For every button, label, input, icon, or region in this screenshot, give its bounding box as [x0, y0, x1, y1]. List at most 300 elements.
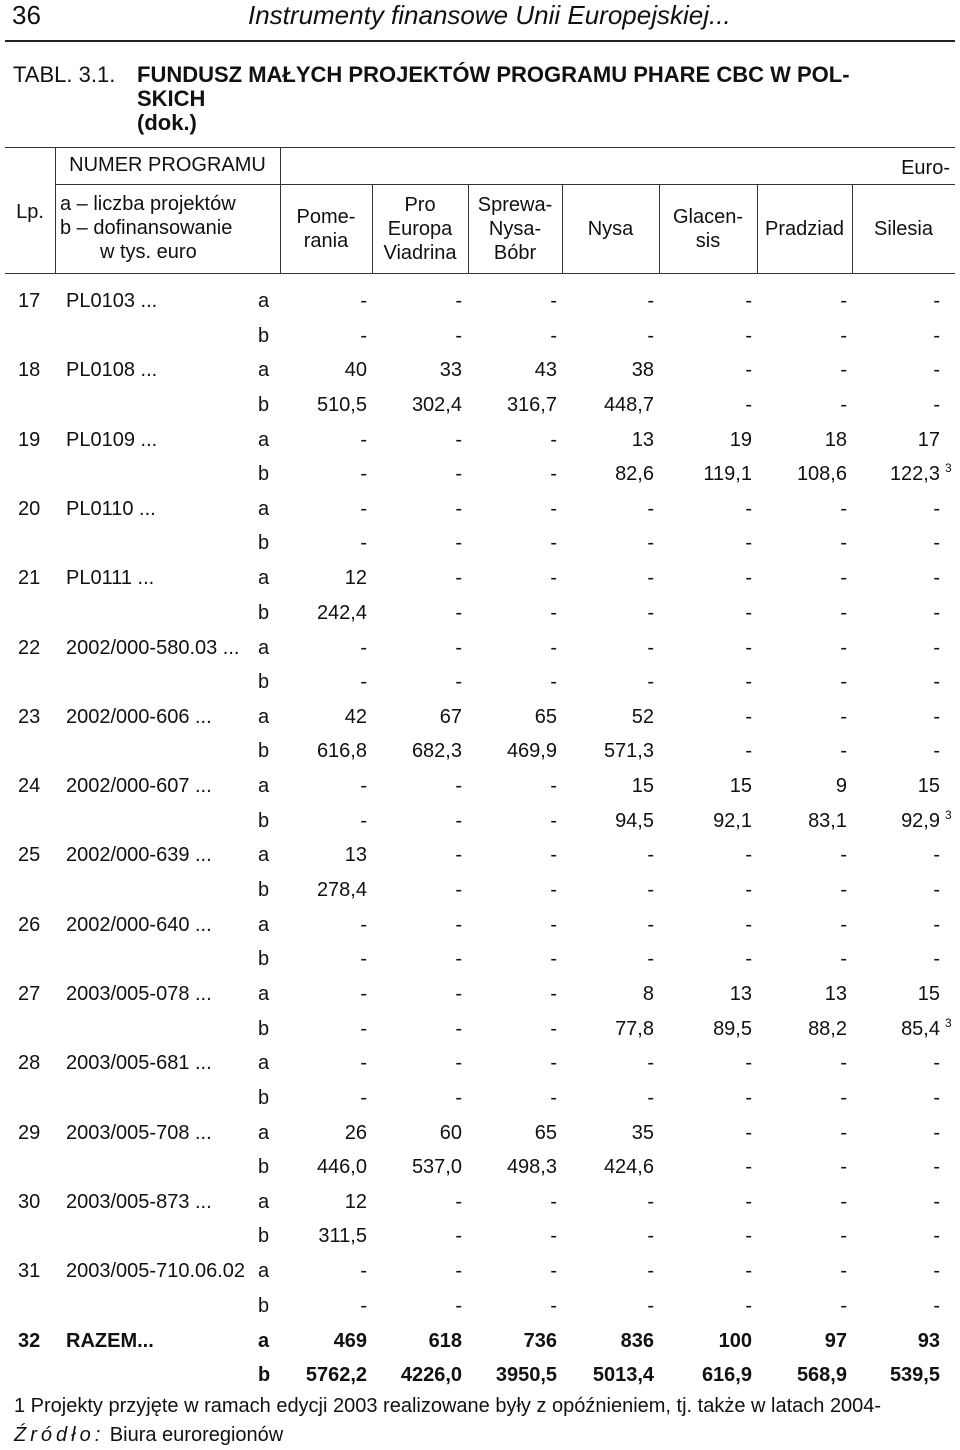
cell-b: - [745, 324, 752, 347]
program-number: RAZEM... [66, 1329, 154, 1352]
caption-title: FUNDUSZ MAŁYCH PROJEKTÓW PROGRAMU PHARE CBC W POL- [137, 62, 850, 87]
cell-a: 12 [344, 1190, 367, 1213]
cell-b: - [933, 1294, 940, 1317]
cell-a: - [647, 913, 654, 936]
cell-b: - [550, 809, 557, 832]
program-number: 2002/000-580.03 ... [66, 636, 240, 659]
cell-b: 242,4 [316, 601, 367, 624]
row-number: 20 [18, 497, 41, 520]
cell-b: 119,1 [703, 463, 752, 486]
cell-a: - [745, 359, 752, 382]
cell-a: - [745, 567, 752, 590]
cell-a: 38 [631, 359, 654, 382]
cell-b: - [933, 1086, 940, 1109]
cell-b: - [647, 1294, 654, 1317]
cell-b: 108,6 [796, 463, 847, 486]
row-label-a: a [258, 290, 270, 312]
cell-a: 52 [631, 705, 654, 728]
row-label-a: a [258, 1121, 270, 1144]
column-header-line: Silesia [874, 218, 933, 240]
cell-a: 15 [631, 775, 654, 798]
row-label-b: b [258, 324, 270, 347]
program-number: 2003/005-681 ... [66, 1052, 212, 1075]
cell-b: 311,5 [318, 1225, 367, 1248]
cell-a: - [647, 1260, 654, 1283]
cell-b: - [647, 601, 654, 624]
header-rule [5, 40, 955, 42]
cell-b: - [455, 1017, 462, 1040]
cell-a: - [840, 567, 847, 590]
cell-a: 35 [631, 1121, 654, 1144]
cell-b: - [360, 463, 367, 486]
cell-b: 122,3 [889, 463, 940, 486]
cell-a: - [360, 428, 367, 451]
cell-a: - [933, 705, 940, 728]
cell-b: - [455, 1225, 462, 1248]
row-label-b: b [258, 1156, 270, 1179]
cell-b: - [550, 1017, 557, 1040]
row-number: 28 [18, 1052, 41, 1075]
cell-b: - [933, 601, 940, 624]
cell-b: - [455, 463, 462, 486]
cell-b: 82,6 [615, 463, 654, 486]
cell-b: - [455, 671, 462, 693]
cell-a: - [550, 636, 557, 659]
cell-b: 83,1 [808, 809, 847, 832]
cell-a: 8 [642, 983, 654, 1005]
column-header-line: Viadrina [383, 242, 457, 264]
cell-b: - [745, 878, 752, 901]
cell-b: - [840, 324, 847, 347]
row-number: 21 [18, 567, 41, 590]
cell-a: - [647, 844, 654, 867]
cell-b: - [360, 1294, 367, 1317]
cell-b: 446,0 [316, 1156, 367, 1179]
row-label-b: b [258, 1225, 270, 1248]
header-legend-c: w tys. euro [100, 241, 197, 263]
row-label-b: b [258, 601, 270, 624]
cell-a: - [933, 1190, 940, 1213]
cell-b: - [455, 1294, 462, 1317]
cell-a: - [933, 497, 940, 520]
page-header [0, 0, 960, 40]
cell-a: - [933, 290, 940, 312]
running-title: Instrumenty finansowe Unii Europejskiej... [248, 0, 731, 30]
cell-a: 60 [439, 1121, 462, 1144]
cell-a: - [647, 567, 654, 590]
table-top-rule [5, 147, 955, 148]
cell-b: - [647, 1225, 654, 1248]
row-label-a: a [258, 1260, 270, 1283]
cell-b: - [550, 324, 557, 347]
cell-a: 93 [917, 1329, 940, 1352]
cell-b: - [360, 324, 367, 347]
cell-b: - [550, 1294, 557, 1317]
column-header-line: Pome- [296, 206, 356, 228]
column-header [852, 217, 955, 241]
regions-header-divider [280, 184, 955, 185]
row-number: 27 [18, 983, 41, 1005]
cell-b: - [455, 878, 462, 901]
cell-b: - [933, 1225, 940, 1248]
cell-b: - [745, 1294, 752, 1317]
header-lp: Lp. [16, 201, 44, 223]
cell-a: - [933, 1260, 940, 1283]
cell-b: 77,8 [615, 1017, 654, 1040]
cell-b: - [360, 948, 367, 971]
cell-a: - [360, 497, 367, 520]
cell-a: - [550, 983, 557, 1005]
row-label-b: b [258, 809, 270, 832]
cell-b: - [933, 324, 940, 347]
cell-b: - [455, 324, 462, 347]
cell-a: - [455, 844, 462, 867]
cell-b: - [455, 809, 462, 832]
cell-a: 469 [333, 1329, 367, 1352]
row-label-b: b [258, 878, 270, 901]
cell-a: - [745, 913, 752, 936]
cell-b: - [840, 878, 847, 901]
cell-b: - [550, 948, 557, 971]
row-label-b: b [258, 948, 270, 971]
row-label-b: b [258, 393, 270, 416]
cell-a: 26 [344, 1121, 367, 1144]
cell-b: - [840, 601, 847, 624]
cell-a: 13 [824, 983, 847, 1005]
cell-b: 92,9 [901, 809, 940, 832]
cell-a: 100 [718, 1329, 752, 1352]
column-header-line: Nysa [587, 218, 634, 240]
cell-a: 97 [824, 1329, 847, 1352]
program-number: PL0103 ... [66, 290, 158, 312]
cell-a: 15 [729, 775, 752, 798]
caption-title-line2: SKICH [137, 86, 206, 111]
cell-b: - [550, 532, 557, 555]
row-label-a: a [258, 359, 270, 382]
cell-a: - [550, 428, 557, 451]
cell-b: - [933, 393, 940, 416]
cell-a: - [647, 497, 654, 520]
row-number: 17 [18, 290, 41, 312]
cell-a: - [933, 913, 940, 936]
row-label-a: a [258, 1190, 270, 1213]
caption-prefix: TABL. 3.1. [13, 62, 116, 87]
cell-b: 94,5 [615, 809, 654, 832]
cell-a: - [745, 1121, 752, 1144]
cell-b: - [455, 1086, 462, 1109]
cell-b: 316,7 [506, 393, 557, 416]
cell-a: 13 [631, 428, 654, 451]
cell-b: - [933, 671, 940, 693]
cell-a: - [360, 775, 367, 798]
cell-a: 618 [428, 1329, 462, 1352]
cell-b: - [647, 878, 654, 901]
cell-a: - [455, 983, 462, 1005]
cell-b: - [840, 671, 847, 693]
cell-b: - [550, 1225, 557, 1248]
program-header-divider [55, 184, 280, 185]
cell-a: - [360, 1260, 367, 1283]
cell-a: - [933, 567, 940, 590]
cell-a: - [745, 497, 752, 520]
column-header [757, 217, 852, 241]
cell-b: 5762,2 [305, 1364, 367, 1386]
cell-b: - [647, 948, 654, 971]
cell-b: - [745, 948, 752, 971]
row-number: 30 [18, 1190, 41, 1213]
cell-b: - [360, 809, 367, 832]
program-number: 2003/005-873 ... [66, 1190, 212, 1213]
cell-b: - [745, 671, 752, 693]
column-header-line: Sprewa- [477, 194, 553, 216]
cell-b: - [455, 601, 462, 624]
cell-a: - [933, 844, 940, 867]
column-header [280, 205, 372, 253]
cell-b: 571,3 [603, 740, 654, 763]
column-header-line: Pradziad [765, 218, 844, 240]
row-number: 26 [18, 913, 41, 936]
cell-b: - [933, 532, 940, 555]
footnote: 1 Projekty przyjęte w ramach edycji 2003 realizowane były z opóźnieniem, tj. także w latach 2004- [14, 1395, 882, 1417]
program-number: 2002/000-640 ... [66, 913, 212, 936]
cell-b: - [360, 1086, 367, 1109]
cell-a: - [550, 567, 557, 590]
cell-a: - [550, 497, 557, 520]
column-header-line: rania [303, 230, 349, 252]
cell-a: - [745, 1052, 752, 1075]
cell-a: - [360, 290, 367, 312]
cell-b: 498,3 [506, 1156, 557, 1179]
cell-b: 302,4 [411, 393, 462, 416]
page-number: 36 [12, 0, 41, 30]
row-label-a: a [258, 497, 270, 520]
cell-a: - [455, 567, 462, 590]
column-header [659, 205, 757, 253]
header-euro-prefix: Euro- [901, 157, 950, 179]
cell-a: - [360, 913, 367, 936]
cell-b: 510,5 [316, 393, 367, 416]
cell-a: - [455, 636, 462, 659]
cell-b: 616,9 [701, 1364, 752, 1386]
cell-b: - [840, 1225, 847, 1248]
row-number: 19 [18, 428, 41, 451]
row-label-b: b [258, 1294, 270, 1317]
cell-a: - [840, 1260, 847, 1283]
cell-b: - [647, 671, 654, 693]
cell-a: 19 [729, 428, 752, 451]
cell-a: - [840, 636, 847, 659]
cell-b: - [647, 532, 654, 555]
caption-title-line3: (dok.) [137, 110, 197, 135]
cell-b: - [840, 393, 847, 416]
program-number: PL0109 ... [66, 428, 158, 451]
cell-a: - [360, 983, 367, 1005]
cell-a: - [455, 1052, 462, 1075]
row-number: 24 [18, 775, 41, 798]
row-number: 31 [18, 1260, 41, 1283]
cell-a: 65 [534, 1121, 557, 1144]
cell-b: - [745, 601, 752, 624]
cell-b: 92,1 [713, 809, 752, 832]
cell-b: - [550, 601, 557, 624]
row-number: 25 [18, 844, 41, 867]
cell-a: 33 [439, 359, 462, 382]
program-number: 2002/000-607 ... [66, 775, 212, 798]
cell-a: - [745, 1260, 752, 1283]
program-number: 2002/000-639 ... [66, 844, 212, 867]
cell-a: - [840, 290, 847, 312]
cell-a: - [647, 1190, 654, 1213]
cell-a: - [550, 290, 557, 312]
cell-a: - [455, 913, 462, 936]
cell-b: - [933, 878, 940, 901]
cell-b: - [745, 1086, 752, 1109]
cell-a: 40 [344, 359, 367, 382]
cell-a: - [647, 1052, 654, 1075]
row-label-a: a [258, 1052, 270, 1075]
cell-a: - [745, 290, 752, 312]
cell-b: - [745, 1156, 752, 1179]
column-header [468, 193, 562, 265]
cell-b: 4226,0 [400, 1364, 462, 1386]
header-bottom-rule [5, 273, 955, 274]
row-label-b: b [258, 740, 270, 763]
cell-b: - [840, 1086, 847, 1109]
cell-a: 43 [534, 359, 557, 382]
row-label-b: b [258, 1364, 271, 1386]
cell-a: - [840, 359, 847, 382]
row-label-a: a [258, 1329, 270, 1352]
cell-a: - [840, 497, 847, 520]
cell-b: - [360, 532, 367, 555]
column-header-line: Glacen- [672, 206, 744, 228]
row-label-b: b [258, 671, 270, 693]
cell-b: 3950,5 [495, 1364, 557, 1386]
cell-a: 15 [917, 983, 940, 1005]
cell-a: - [360, 636, 367, 659]
column-header [372, 193, 468, 265]
row-number: 29 [18, 1121, 41, 1144]
cell-b: 424,6 [603, 1156, 654, 1179]
source-note [14, 1423, 283, 1447]
cell-b: - [360, 1017, 367, 1040]
cell-a: 13 [344, 844, 367, 867]
cell-a: - [745, 844, 752, 867]
column-header-line: Nysa- [488, 218, 542, 240]
cell-a: - [550, 1190, 557, 1213]
footnote-marker: 3 [945, 1015, 952, 1030]
footnote-marker: 3 [945, 461, 952, 476]
header-legend-b: b – dofinansowanie [60, 217, 233, 239]
cell-b: 616,8 [316, 740, 367, 763]
cell-b: - [933, 740, 940, 763]
cell-b: 448,7 [603, 393, 654, 416]
row-number: 32 [18, 1329, 41, 1352]
cell-b: - [550, 463, 557, 486]
cell-a: - [455, 497, 462, 520]
row-label-b: b [258, 1017, 270, 1040]
row-label-a: a [258, 567, 270, 590]
cell-a: - [840, 1052, 847, 1075]
cell-b: 5013,4 [592, 1364, 654, 1386]
row-number: 23 [18, 705, 41, 728]
cell-b: 88,2 [808, 1017, 847, 1040]
cell-a: - [455, 428, 462, 451]
cell-a: - [840, 1190, 847, 1213]
row-number: 18 [18, 359, 41, 382]
cell-a: - [745, 1190, 752, 1213]
cell-a: - [840, 705, 847, 728]
cell-a: - [840, 913, 847, 936]
cell-a: - [360, 1052, 367, 1075]
cell-a: 65 [534, 705, 557, 728]
column-header [562, 217, 659, 241]
cell-a: - [840, 1121, 847, 1144]
cell-a: 12 [344, 567, 367, 590]
program-number: PL0110 ... [66, 497, 156, 520]
row-label-b: b [258, 532, 270, 555]
cell-b: 537,0 [411, 1156, 462, 1179]
cell-b: 469,9 [506, 740, 557, 763]
cell-a: - [933, 359, 940, 382]
cell-b: 85,4 [901, 1017, 940, 1040]
column-header-line: Bóbr [493, 242, 537, 264]
cell-a: - [455, 290, 462, 312]
cell-b: - [840, 1294, 847, 1317]
cell-a: 15 [917, 775, 940, 798]
column-header-line: sis [695, 230, 721, 252]
cell-a: 736 [523, 1329, 557, 1352]
header-program-title: NUMER PROGRAMU [69, 154, 266, 176]
footnote-marker: 3 [945, 807, 952, 822]
table-caption [13, 63, 953, 135]
cell-b: - [745, 393, 752, 416]
cell-b: 278,4 [316, 878, 367, 901]
cell-a: 836 [620, 1329, 654, 1352]
cell-b: - [840, 948, 847, 971]
cell-b: - [455, 948, 462, 971]
row-label-a: a [258, 844, 270, 867]
row-label-a: a [258, 775, 270, 798]
cell-a: - [550, 775, 557, 798]
cell-b: - [745, 740, 752, 763]
cell-a: - [550, 913, 557, 936]
cell-a: - [647, 636, 654, 659]
cell-a: - [647, 290, 654, 312]
cell-b: - [745, 1225, 752, 1248]
cell-a: - [745, 705, 752, 728]
cell-b: - [840, 1156, 847, 1179]
cell-b: - [840, 740, 847, 763]
program-number: 2003/005-708 ... [66, 1121, 212, 1144]
cell-a: - [455, 1260, 462, 1283]
cell-a: 18 [824, 428, 847, 451]
program-number: 2003/005-078 ... [66, 983, 212, 1005]
cell-b: - [550, 878, 557, 901]
cell-a: - [840, 844, 847, 867]
cell-b: - [647, 324, 654, 347]
cell-b: - [550, 1086, 557, 1109]
row-label-a: a [258, 428, 270, 451]
cell-b: - [745, 532, 752, 555]
cell-a: - [550, 1052, 557, 1075]
cell-b: - [933, 948, 940, 971]
row-number: 22 [18, 636, 41, 659]
cell-b: 682,3 [411, 740, 462, 763]
cell-a: 17 [917, 428, 940, 451]
cell-b: - [550, 671, 557, 693]
cell-b: - [647, 1086, 654, 1109]
